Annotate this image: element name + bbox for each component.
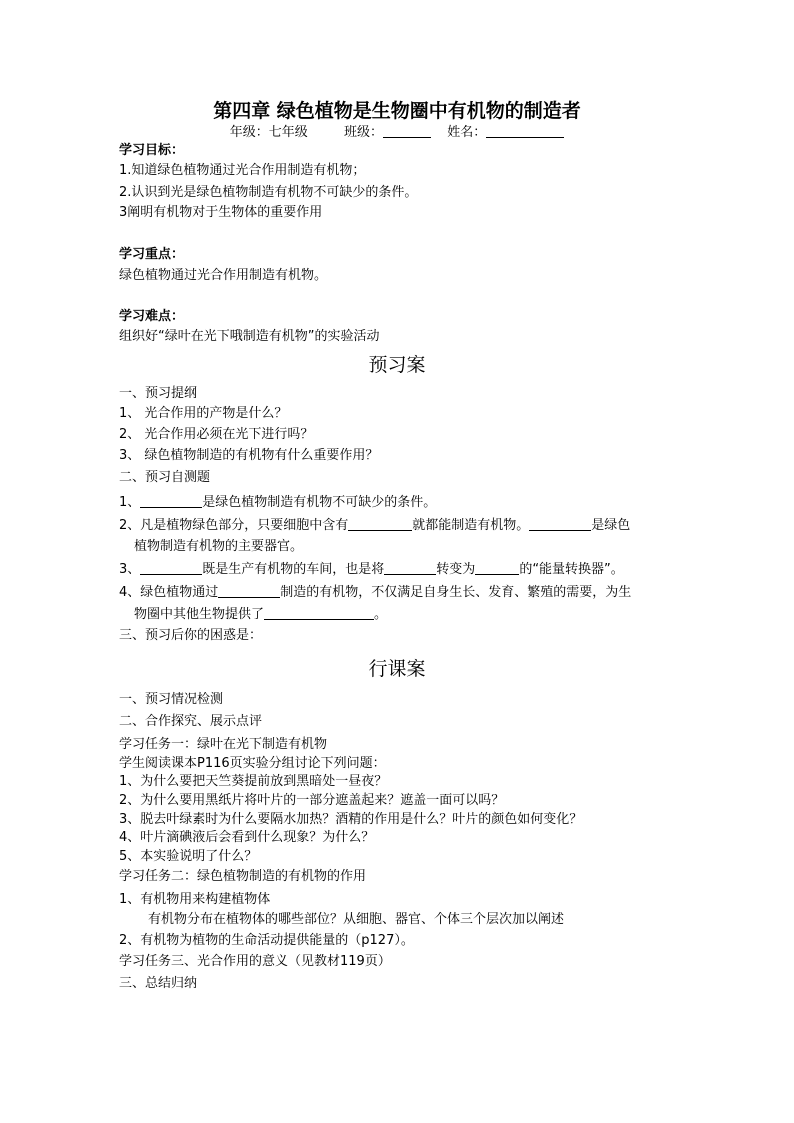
preview-doubts: 三、预习后你的困惑是：: [119, 628, 263, 643]
outline-item: 1、 光合作用的产物是什么？: [119, 406, 288, 421]
task-2-item: 2、有机物为植物的生命活动提供能量的（p127）。: [119, 933, 414, 948]
answer-blank[interactable]: [264, 606, 374, 620]
task-1-question: 3、脱去叶绿素时为什么要隔水加热？酒精的作用是什么？叶片的颜色如何变化？: [119, 812, 583, 827]
answer-blank[interactable]: [140, 561, 202, 575]
answer-blank[interactable]: [348, 517, 412, 531]
answer-blank[interactable]: [218, 584, 280, 598]
lesson-step-1: 一、预习情况检测: [119, 692, 224, 707]
outline-item: 2、 光合作用必须在光下进行吗？: [119, 427, 314, 442]
quiz-question-3: 3、 既是生产有机物的车间，也是将 转变为 的“能量转换器”。: [119, 562, 624, 577]
task-1-question: 1、为什么要把天竺葵提前放到黑暗处一昼夜？: [119, 774, 388, 789]
quiz-title: 二、预习自测题: [119, 470, 211, 485]
quiz-question-4: 4、绿色植物通过 制造的有机物，不仅满足自身生长、发育、繁殖的需要，为生: [119, 585, 632, 600]
quiz-question-2-cont: 植物制造有机物的主要器官。: [134, 539, 304, 554]
difficulty-text: 组织好“绿叶在光下哦制造有机物”的实验活动: [119, 329, 380, 344]
student-info-line: [0, 121, 794, 140]
name-blank[interactable]: [486, 124, 564, 138]
goals-heading: 学习目标：: [119, 143, 185, 158]
document-title: 第四章 绿色植物是生物圈中有机物的制造者: [213, 100, 581, 122]
name-label: 姓名：: [447, 125, 487, 140]
class-label: 班级：: [343, 125, 383, 140]
answer-blank[interactable]: [384, 561, 436, 575]
grade-label: 年级：七年级: [229, 125, 308, 140]
preview-section-heading: 预习案: [368, 354, 426, 376]
goal-item: 2.认识到光是绿色植物制造有机物不可缺少的条件。: [119, 185, 418, 200]
lesson-section-heading: 行课案: [368, 658, 426, 680]
focus-text: 绿色植物通过光合作用制造有机物。: [119, 268, 328, 283]
quiz-question-4-cont: 物圈中其他生物提供了 。: [134, 607, 388, 622]
task-1-question: 4、叶片滴碘液后会看到什么现象？为什么？: [119, 830, 375, 845]
task-1-question: 2、为什么要用黑纸片将叶片的一部分遮盖起来？遮盖一面可以吗？: [119, 793, 505, 808]
task-3-title: 学习任务三、光合作用的意义（见教材119页）: [119, 954, 391, 969]
lesson-step-2: 二、合作探究、展示点评: [119, 714, 263, 729]
quiz-question-1: 1、 是绿色植物制造有机物不可缺少的条件。: [119, 495, 437, 510]
quiz-question-2: 2、凡是植物绿色部分，只要细胞中含有 就都能制造有机物。 是绿色: [119, 518, 631, 533]
answer-blank[interactable]: [140, 494, 202, 508]
task-2-title: 学习任务二：绿色植物制造的有机物的作用: [119, 869, 367, 884]
summary-step: 三、总结归纳: [119, 976, 198, 991]
task-1-intro: 学生阅读课本P116页实验分组讨论下列问题：: [119, 756, 386, 771]
task-1-question: 5、本实验说明了什么？: [119, 849, 258, 864]
answer-blank[interactable]: [475, 561, 519, 575]
focus-heading: 学习重点：: [119, 247, 185, 262]
task-1-title: 学习任务一：绿叶在光下制造有机物: [119, 737, 328, 752]
difficulty-heading: 学习难点：: [119, 309, 185, 324]
outline-title: 一、预习提纲: [119, 386, 198, 401]
goal-item: 1.知道绿色植物通过光合作用制造有机物；: [119, 163, 366, 178]
goal-item: 3阐明有机物对于生物体的重要作用: [119, 205, 323, 220]
task-2-item: 1、有机物用来构建植物体: [119, 892, 271, 907]
outline-item: 3、 绿色植物制造的有机物有什么重要作用？: [119, 448, 379, 463]
task-2-item-detail: 有机物分布在植物体的哪些部位？从细胞、器官、个体三个层次加以阐述: [148, 912, 565, 927]
answer-blank[interactable]: [529, 517, 591, 531]
class-blank[interactable]: [383, 124, 431, 138]
